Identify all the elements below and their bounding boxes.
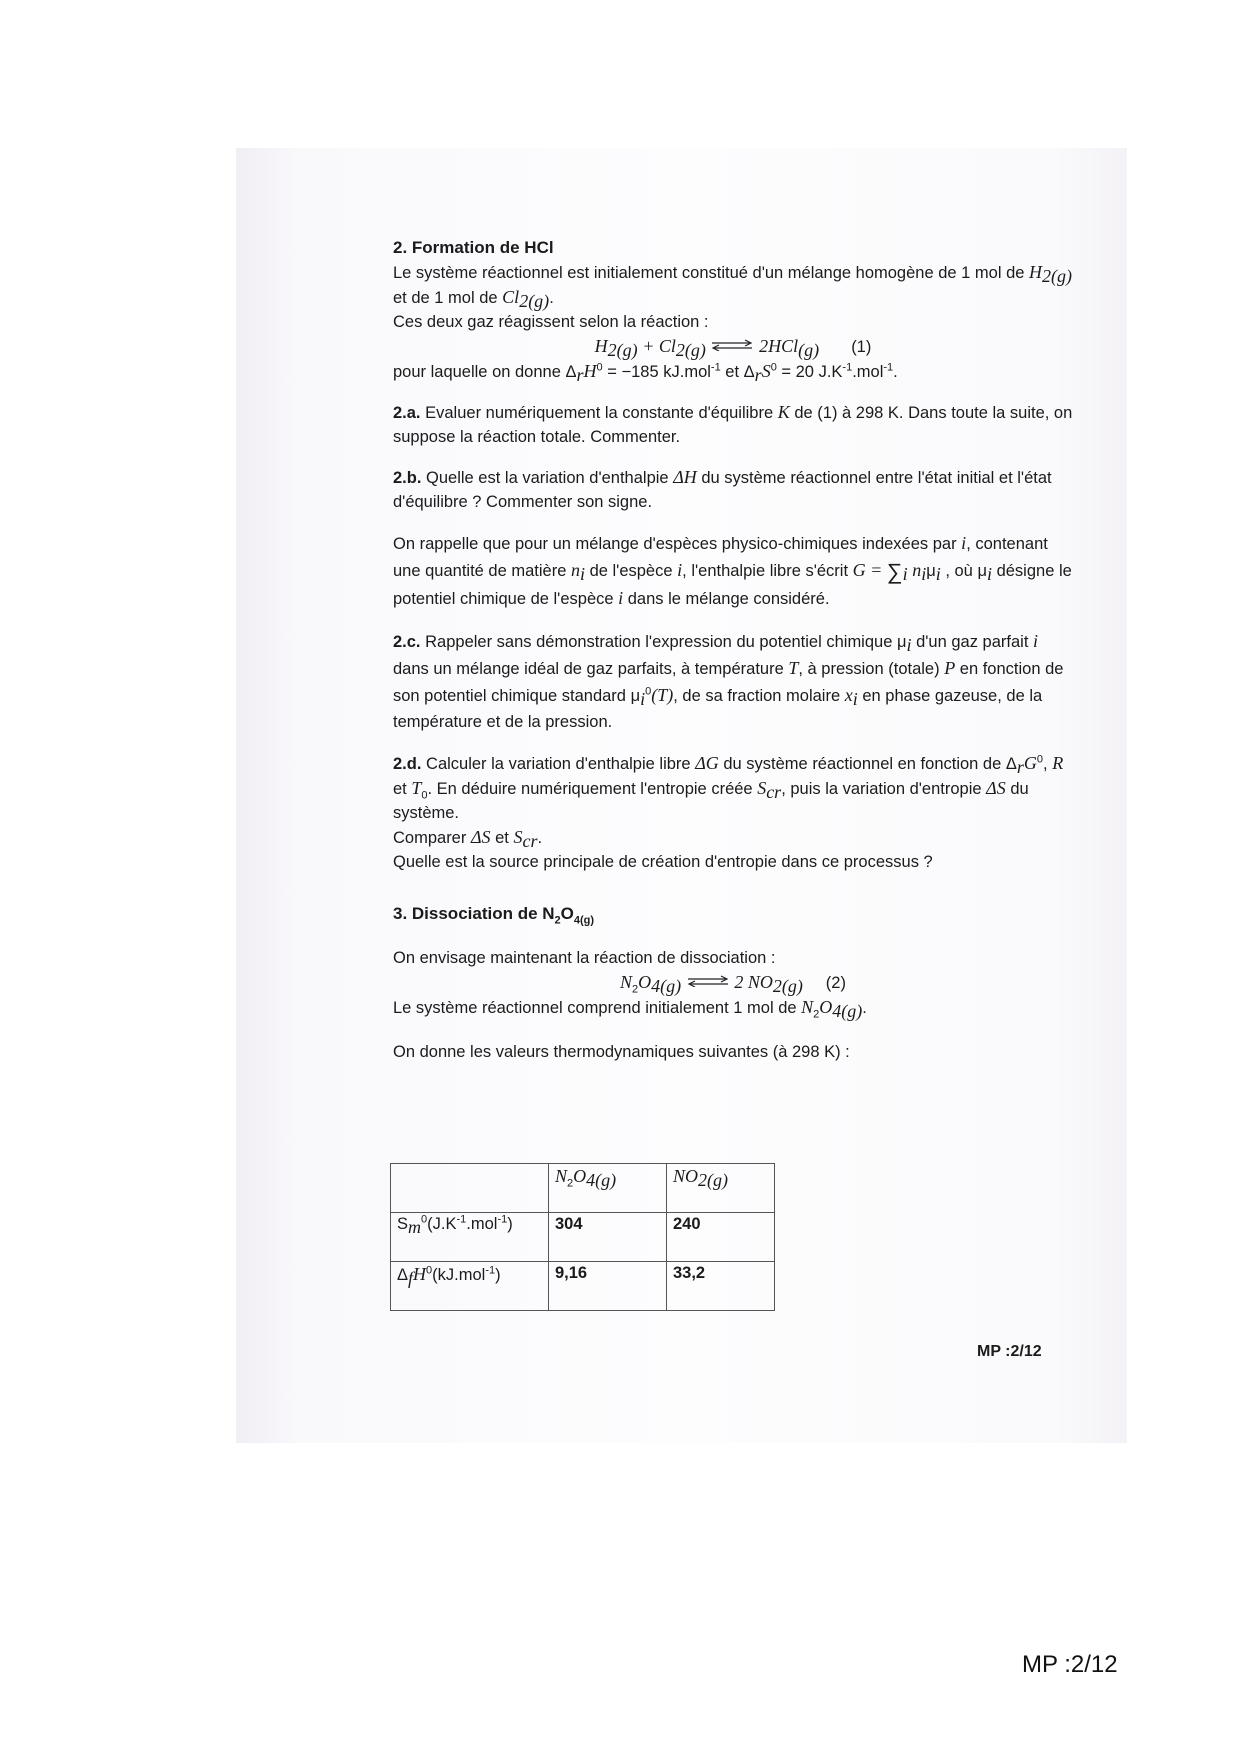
page-number: MP :2/12	[1022, 1651, 1118, 1678]
equation-2: $N_2O_{4(g)}$ 2 $NO_{2(g)}$ (2)	[620, 972, 846, 997]
reaction-intro: Ces deux gaz réagissent selon la réaction :	[393, 313, 709, 331]
question-2a: 2.a. Evaluer numériquement la constante d'équilibre K de (1) à 298 K. Dans toute la suite, on suppose la réaction totale. Commenter.	[393, 402, 1073, 446]
question-2d-last: Quelle est la source principale de création d'entropie dans ce processus ?	[393, 853, 933, 871]
scan-page-number: MP :2/12	[977, 1343, 1042, 1360]
table-row	[391, 1213, 775, 1262]
table-row	[391, 1262, 775, 1311]
equilibrium-arrow-icon	[710, 339, 754, 351]
table-header-n2o4: $N_2O_{4(g)}$	[549, 1164, 667, 1213]
equilibrium-arrow-icon	[686, 975, 730, 987]
exam-content	[393, 236, 1073, 1064]
section-2-title: 2. Formation de HCl	[393, 238, 554, 257]
cell-enthalpy-no2: 33,2	[667, 1262, 775, 1311]
section-2-intro: Le système réactionnel est initialement constitué d'un mélange homogène de 1 mol de $H_{2(g)}$ et de 1 mol de $Cl_{2(g)}$.	[393, 262, 1073, 312]
cell-entropy-no2: 240	[667, 1213, 775, 1262]
thermo-data-table	[390, 1163, 775, 1311]
table-header-no2: $NO_{2(g)}$	[667, 1164, 775, 1213]
section-3-title: 3. Dissociation de $N_2O_{4(g)}$	[393, 904, 595, 927]
section-3-intro: On envisage maintenant la réaction de dissociation :	[393, 949, 776, 967]
table-row	[391, 1164, 775, 1213]
row-label-entropy: $S_m^0(J.K^{-1}.mol^{-1})$	[391, 1213, 549, 1262]
question-2b: 2.b. Quelle est la variation d'enthalpie ΔH du système réactionnel entre l'état initial et l'état d'équilibre ? Commenter son signe.	[393, 467, 1052, 511]
equation-1-number: (1)	[851, 338, 872, 356]
recall-paragraph: On rappelle que pour un mélange d'espèces physico-chimiques indexées par i, contenant une quantité de matière $n_i$ de l'espèce i, l'enthalpie libre s'écrit $G = \sum_i$ $n_i\mu_i$ , où $\mu_i$ désigne le potentiel chimique de l'espèce i dans le mélange considéré.	[393, 533, 1072, 608]
question-2c: 2.c. Rappeler sans démonstration l'expression du potentiel chimique $\mu_i$ d'un gaz parfait i dans un mélange idéal de gaz parfaits, à température T, à pression (totale) P en fonction de son potentiel chimique standard $\mu_i^0(T)$, de sa fraction molaire $x_i$ en phase gazeuse, de la température et de la pression.	[393, 631, 1064, 731]
row-label-enthalpy: $\Delta_fH^0(kJ.mol^{-1})$	[391, 1262, 549, 1311]
given-values: pour laquelle on donne $\Delta_rH^0 = -185$ kJ.mol$^{-1}$ et $\Delta_rS^0 = 20$ $J.K^{-1}.mol^{-1}$.	[393, 361, 898, 386]
equation-2-number: (2)	[825, 974, 846, 992]
section-3-given: On donne les valeurs thermodynamiques suivantes (à 298 K) :	[393, 1043, 850, 1061]
cell-enthalpy-n2o4: 9,16	[549, 1262, 667, 1311]
table-cell	[391, 1164, 549, 1213]
cell-entropy-n2o4: 304	[549, 1213, 667, 1262]
section-3-initial: Le système réactionnel comprend initialement 1 mol de $N_2O_{4(g)}$.	[393, 997, 867, 1022]
equation-1: $H_{2(g)} + Cl_{2(g)}$ 2HCl$_{(g)}$ (1)	[594, 336, 872, 361]
question-2d-compare: Comparer ΔS et $S_{cr}$.	[393, 827, 543, 852]
question-2d: 2.d. Calculer la variation d'enthalpie libre ΔG du système réactionnel en fonction de $\Delta_rG^0$, R et $T_0$. En déduire numériquement l'entropie créée $S_{cr}$, puis la variation d'entropie ΔS du système.	[393, 753, 1064, 822]
